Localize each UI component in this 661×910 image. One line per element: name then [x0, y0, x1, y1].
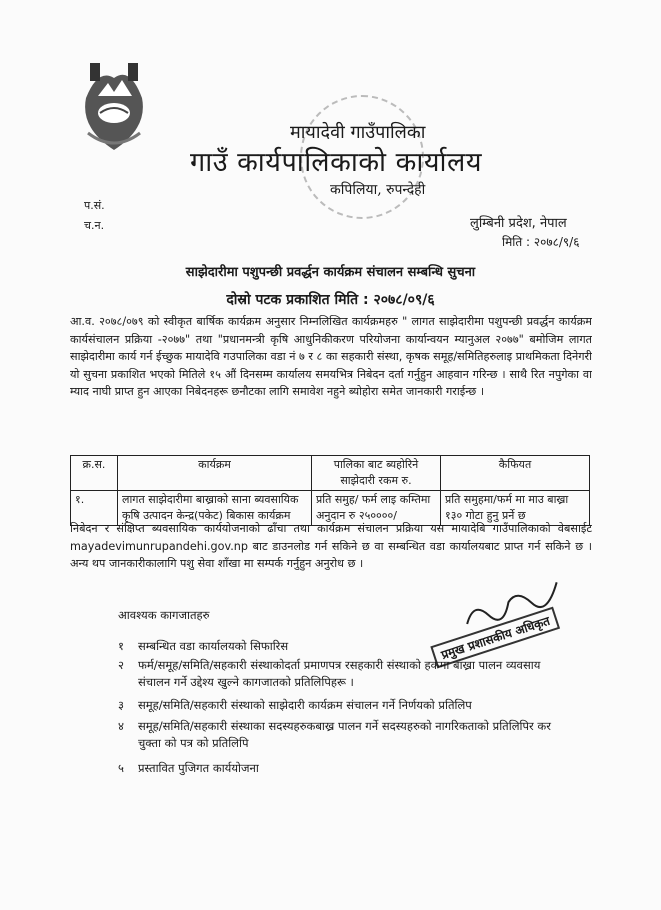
list-item: [118, 657, 578, 691]
list-item-text: समूह/समिति/सहकारी संस्थाको साझेदारी कार्यक्रम संचालन गर्ने निर्णयको प्रतिलिप: [138, 698, 472, 712]
nepal-emblem-icon: [78, 58, 150, 158]
list-item-number: ५: [118, 761, 124, 775]
cell-sn: १.: [71, 491, 118, 526]
list-item: [118, 718, 578, 752]
cell-program: लागत साझेदारीमा बाख्राको साना ब्यवसायिक कृषि उत्पादन केन्द्र(पकेट) बिकास कार्यक्रम: [118, 491, 312, 526]
list-item-text: सम्बन्धित वडा कार्यालयको सिफारिस: [138, 639, 289, 653]
notice-paragraph: आ.व. २०७८/०७९ को स्वीकृत बार्षिक कार्यक्रम अनुसार निम्नलिखित कार्यक्रमहरु " लागत साझेदारीमा पशुपन्छी प्रवर्द्धन कार्यक्रम कार्यसंचालन प्रक्रिया -२०७७" तथा "प्रधानमन्त्री कृषि आधुनिकीकरण परियोजना कार्यान्वयन म्यानुअल २०७७" बमोजिम लागत साझेदारीमा कार्य गर्न ईच्छुक मायादेवि गउपालिका वडा नं ७ र ८ का सहकारी संस्था, कृषक समूह/समितिहरुलाइ प्राथमिकता दिनेगरी यो सुचना प्रकाशित भएको मितिले १५ औं दिनसम्म कार्यालय समयभित्र निबेदन दर्ता गर्नुहुन आहवान गरिन्छ । साथै रित नपुगेका वा म्याद नाघी प्राप्त हुन आएका निबेदनहरू छनौटका लागि समावेश नहुने ब्योहोरा समेत जानकारी गराईन्छ ।: [70, 315, 592, 398]
list-item-text: प्रस्तावित पुजिगत कार्ययोजना: [138, 761, 259, 775]
cell-remarks: प्रति समुहमा/फर्म मा माउ बाख्रा १३० गोटा हुनु प्रर्ने छ: [441, 491, 590, 526]
letter-date: मिति : २०७८/९/६: [502, 235, 580, 249]
office-address: कपिलिया, रुपन्देही: [330, 182, 426, 198]
officer-stamp-text: प्रमुख प्रशासकीय अधिकृत: [430, 607, 560, 669]
dispatch-number-label: च.न.: [84, 219, 105, 232]
list-item: [118, 760, 578, 777]
application-paragraph: निबेदन र संक्षिप्त ब्यवसायिक कार्ययोजनाको ढाँचा तथा कार्यक्रम संचालन प्रक्रिया यस मायादेबि गाउँपालिकाको वेबसाईट mayadevimunrupandehi.gov.np बाट डाउनलोड गर्न सकिने छ वा सम्बन्धित वडा कार्यालयबाट प्राप्त गर्न सकिने छ । अन्य थप जानकारीकालागि पशु सेवा शाँखा मा सम्पर्क गर्नुहुन अनुरोध छ ।: [70, 522, 592, 570]
column-header-amount: पालिका बाट ब्यहोरिने साझेदारी रकम रु.: [312, 456, 441, 491]
list-item-text: समूह/समिति/सहकारी संस्थाका सदस्यहरुकबाख्र पालन गर्ने सदस्यहरुको नागरिकताको प्रतिलिपिर कर चुक्ता को पत्र को प्रतिलिपि: [138, 719, 551, 750]
reference-number-label: प.सं.: [84, 199, 105, 212]
list-item: [118, 697, 578, 714]
list-item-number: २: [118, 658, 124, 672]
table-header-row: [71, 456, 590, 491]
list-item-number: १: [118, 639, 124, 653]
requirements-heading: आवश्यक कागजातहरु: [118, 608, 210, 622]
column-header-sn: क्र.स.: [71, 456, 118, 491]
province-line: लुम्बिनी प्रदेश, नेपाल: [470, 216, 567, 231]
list-item-text: फर्म/समूह/समिति/सहकारी संस्थाकोदर्ता प्रमाणपत्र रसहकारी संस्थाको हकमा बाख्रा पालन व्यवसाय संचालन गर्ने उद्देश्य खुल्ने कागजातको प्रतिलिपिहरू ।: [138, 658, 541, 689]
list-item: [118, 638, 578, 655]
subject-line: साझेदारीमा पशुपन्छी प्रवर्द्धन कार्यक्रम संचालन सम्बन्धि सुचना: [185, 265, 476, 280]
published-date: दोस्रो पटक प्रकाशित मिति : २०७८/०९/६: [226, 292, 435, 308]
office-title: गाउँ कार्यपालिकाको कार्यालय: [190, 147, 482, 178]
list-item-number: ३: [118, 698, 124, 712]
municipality-name: मायादेवी गाउँपालिका: [290, 122, 426, 143]
list-item-number: ४: [118, 719, 124, 733]
column-header-program: कार्यक्रम: [118, 456, 312, 491]
cell-amount: प्रति समुह/ फर्म लाइ कम्तिमा अनुदान रु २५००००/: [312, 491, 441, 526]
column-header-remarks: कैफियत: [441, 456, 590, 491]
program-table: [70, 455, 590, 526]
